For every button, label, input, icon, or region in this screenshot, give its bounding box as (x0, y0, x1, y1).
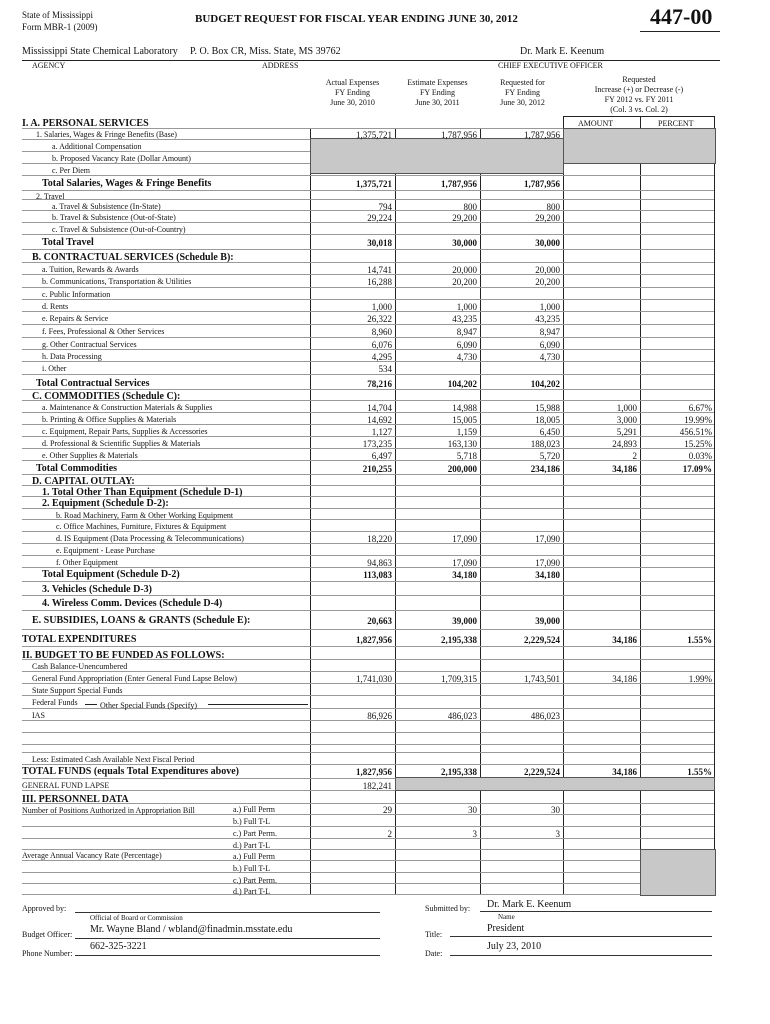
name-caption: Name (498, 913, 515, 921)
row-label-tout: b. Travel & Subsistence (Out-of-State) (52, 213, 176, 222)
row-label-trav: 2. Travel (36, 192, 65, 201)
cell-rent-col1: 1,000 (371, 302, 392, 312)
cell-tui-col1: 14,741 (367, 265, 392, 275)
cell-sub-col2: 39,000 (452, 616, 477, 626)
cell-ocs-col2: 6,090 (456, 340, 477, 350)
submitted-by-label: Submitted by: (425, 904, 471, 913)
cell-ttrav-col3: 30,000 (535, 238, 560, 248)
cell-oeq-col3: 17,090 (535, 558, 560, 568)
row-label-oth: i. Other (42, 364, 67, 373)
row-label-road: b. Road Machinery, Farm & Other Working Equipment (56, 511, 234, 520)
personnel-part-perm-col1: 2 (387, 829, 392, 839)
cell-ias-col1: 86,926 (367, 711, 392, 721)
phone-label: Phone Number: (22, 949, 73, 958)
cell-is-col2: 17,090 (452, 534, 477, 544)
shaded-block-lapse (395, 777, 715, 791)
row-label-cs: B. CONTRACTUAL SERVICES (Schedule B): (32, 252, 234, 263)
cell-tout-col3: 29,200 (535, 213, 560, 223)
personnel-full-perm-col1: 29 (383, 805, 392, 815)
row-label-texp: TOTAL EXPENDITURES (22, 634, 137, 645)
grid-row-line (22, 732, 714, 733)
cell-osup-col1: 6,497 (371, 451, 392, 461)
row-label-sal: 1. Salaries, Wages & Fringe Benefits (Base) (36, 130, 177, 139)
row-label-ssf: State Support Special Funds (32, 686, 123, 695)
cell-print-col2: 15,005 (452, 415, 477, 425)
grid-header-line (563, 116, 714, 117)
row-label-cash: Cash Balance-Unencumbered (32, 662, 128, 671)
row-label-tfund: TOTAL FUNDS (equals Total Expenditures above) (22, 766, 239, 777)
cell-fee-col1: 8,960 (371, 327, 392, 337)
cell-ocs-col3: 6,090 (539, 340, 560, 350)
cell-print-col4: 3,000 (616, 415, 637, 425)
personnel-full-perm-col2: 30 (468, 805, 477, 815)
cell-lapse-col1: 182,241 (362, 781, 392, 791)
cell-ias-col2: 486,023 (447, 711, 477, 721)
row-label-teq: Total Equipment (Schedule D-2) (42, 569, 180, 580)
cell-prof-col2: 163,130 (447, 439, 477, 449)
cell-com-col1: 16,288 (367, 277, 392, 287)
cell-com-col2: 20,200 (452, 277, 477, 287)
cell-tsal-col2: 1,787,956 (441, 179, 477, 189)
cell-oeq-col1: 94,863 (367, 558, 392, 568)
row-label-is: d. IS Equipment (Data Processing & Telecommunications) (56, 534, 244, 543)
row-label-gen: General Fund Appropriation (Enter General Fund Lapse Below) (32, 674, 238, 683)
cell-tcs-col2: 104,202 (447, 379, 477, 389)
grid-row-line (22, 826, 714, 827)
state-label: State of Mississippi (22, 10, 94, 20)
cell-tin-col2: 800 (463, 202, 477, 212)
cell-tsal-col1: 1,375,721 (356, 179, 392, 189)
row-label-prof: d. Professional & Scientific Supplies & Materials (42, 439, 201, 448)
row-label-fund: II. BUDGET TO BE FUNDED AS FOLLOWS: (22, 650, 225, 661)
row-label-cm: C. COMMODITIES (Schedule C): (32, 391, 181, 402)
grid-row-line (22, 894, 714, 895)
cell-tout-col2: 29,200 (452, 213, 477, 223)
col4-header: Requested Increase (+) or Decrease (-) FY 2012 vs. FY 2011 (Col. 3 vs. Col. 2) (594, 75, 684, 114)
cell-gen-col1: 1,741,030 (356, 674, 392, 684)
col2-header: Estimate Expenses FY Ending June 30, 2011 (407, 78, 468, 107)
cell-tin-col1: 794 (378, 202, 392, 212)
cell-tcs-col3: 104,202 (530, 379, 560, 389)
amount-header: AMOUNT (578, 119, 614, 128)
row-label-tsal: Total Salaries, Wages & Fringe Benefits (42, 178, 212, 189)
cell-teq-col3: 34,180 (535, 570, 560, 580)
cell-is-col3: 17,090 (535, 534, 560, 544)
other-special-funds-label: Other Special Funds (Specify) (100, 701, 198, 710)
row-label-tcm: Total Commodities (36, 463, 118, 474)
row-label-rep: e. Repairs & Service (42, 314, 109, 323)
chief-executive-officer: Dr. Mark E. Keenum (520, 46, 605, 57)
cell-dp-col1: 4,295 (371, 352, 392, 362)
cell-tui-col2: 20,000 (452, 265, 477, 275)
page-title: BUDGET REQUEST FOR FISCAL YEAR ENDING JUNE 30, 2012 (195, 13, 518, 25)
cell-equip-col2: 1,159 (456, 427, 477, 437)
cell-tin-col3: 800 (546, 202, 560, 212)
cell-print-col3: 18,005 (535, 415, 560, 425)
cell-gen-col3: 1,743,501 (524, 674, 560, 684)
row-label-co1: 1. Total Other Than Equipment (Schedule D-1) (42, 487, 243, 498)
grid-row-line (22, 199, 714, 200)
row-label-sub: E. SUBSIDIES, LOANS & GRANTS (Schedule E): (32, 615, 251, 626)
cell-texp-col5: 1.55% (687, 635, 712, 645)
agency-caption: AGENCY (32, 61, 66, 70)
cell-rent-col2: 1,000 (456, 302, 477, 312)
row-label-com: b. Communications, Transportation & Utilities (42, 277, 192, 286)
cell-tsal-col3: 1,787,956 (524, 179, 560, 189)
grid-row-line (22, 175, 714, 176)
row-label-off: c. Office Machines, Furniture, Fixtures & Equipment (56, 522, 227, 531)
cell-sub-col1: 20,663 (367, 616, 392, 626)
cell-com-col3: 20,200 (535, 277, 560, 287)
grid-row-line (22, 249, 714, 250)
form-label: Form MBR-1 (2009) (22, 22, 98, 32)
grid-row-line (22, 872, 714, 873)
percent-header: PERCENT (658, 119, 694, 128)
cell-prof-col1: 173,235 (362, 439, 392, 449)
personnel-sub-label: a.) Full Perm (233, 805, 275, 814)
address-caption: ADDRESS (262, 61, 299, 70)
row-label-print: b. Printing & Office Supplies & Materials (42, 415, 177, 424)
cell-teq-col2: 34,180 (452, 570, 477, 580)
grid-row-line (22, 883, 714, 884)
row-label-tctry: c. Travel & Subsistence (Out-of-Country) (52, 225, 186, 234)
cell-osup-col2: 5,718 (456, 451, 477, 461)
cell-gen-col2: 1,709,315 (441, 674, 477, 684)
cell-rep-col1: 26,322 (367, 314, 392, 324)
cell-print-col1: 14,692 (367, 415, 392, 425)
cell-tfund-col2: 2,195,338 (441, 767, 477, 777)
officer-caption: CHIEF EXECUTIVE OFFICER (498, 61, 603, 70)
row-label-tin: a. Travel & Subsistence (In-State) (52, 202, 161, 211)
row-label-ps: I. A. PERSONAL SERVICES (22, 118, 149, 129)
date-value: July 23, 2010 (487, 941, 542, 952)
phone-value: 662-325-3221 (90, 941, 147, 952)
row-label-perd: c. Per Diem (52, 166, 90, 175)
grid-row-line (22, 190, 714, 191)
cell-fee-col2: 8,947 (456, 327, 477, 337)
title-value: President (487, 923, 525, 934)
cell-texp-col4: 34,186 (612, 635, 637, 645)
grid-row-line (22, 610, 714, 611)
cell-gen-col5: 1.99% (688, 674, 712, 684)
approved-by-label: Approved by: (22, 904, 67, 913)
personnel-sub-label: d.) Part T-L (233, 841, 271, 850)
row-label-co: D. CAPITAL OUTLAY: (32, 476, 135, 487)
row-label-tcs: Total Contractual Services (36, 378, 150, 389)
row-label-osup: e. Other Supplies & Materials (42, 451, 138, 460)
row-label-fee: f. Fees, Professional & Other Services (42, 327, 165, 336)
row-label-addc: a. Additional Compensation (52, 142, 142, 151)
cell-sub-col3: 39,000 (535, 616, 560, 626)
row-label-pd: III. PERSONNEL DATA (22, 794, 129, 805)
cell-tcm-col5: 17.09% (682, 464, 712, 474)
grid-row-line (22, 646, 714, 647)
cell-tui-col3: 20,000 (535, 265, 560, 275)
cell-dp-col2: 4,730 (456, 352, 477, 362)
cell-tcm-col4: 34,186 (612, 464, 637, 474)
cell-is-col1: 18,220 (367, 534, 392, 544)
cell-rep-col3: 43,235 (535, 314, 560, 324)
row-label-vac: b. Proposed Vacancy Rate (Dollar Amount) (52, 154, 191, 163)
cell-equip-col3: 6,450 (539, 427, 560, 437)
row-label-maint: a. Maintenance & Construction Materials & Supplies (42, 403, 213, 412)
cell-teq-col1: 113,083 (363, 570, 392, 580)
row-label-tui: a. Tuition, Rewards & Awards (42, 265, 139, 274)
grid-row-line (22, 744, 714, 745)
cell-ias-col3: 486,023 (530, 711, 560, 721)
row-label-avr: Average Annual Vacancy Rate (Percentage) (22, 851, 162, 860)
personnel-sub-label: b.) Full T-L (233, 864, 271, 873)
cell-maint-col3: 15,988 (535, 403, 560, 413)
grid-row-line (22, 752, 714, 753)
cell-sal-col3: 1,787,956 (524, 130, 560, 140)
personnel-sub-label: a.) Full Perm (233, 852, 275, 861)
shaded-block-vacancy (640, 849, 716, 896)
row-label-pub: c. Public Information (42, 290, 111, 299)
cell-osup-col5: 0.03% (688, 451, 712, 461)
cell-equip-col4: 5,291 (616, 427, 637, 437)
cell-rep-col2: 43,235 (452, 314, 477, 324)
title-label: Title: (425, 930, 443, 939)
row-label-ias: IAS (32, 711, 45, 720)
personnel-sub-label: d.) Part T-L (233, 887, 271, 896)
row-label-fed: Federal Funds (32, 698, 78, 707)
col1-header: Actual Expenses FY Ending June 30, 2010 (325, 78, 380, 107)
cell-tfund-col5: 1.55% (687, 767, 712, 777)
cell-prof-col3: 188,023 (530, 439, 560, 449)
cell-prof-col4: 24,893 (612, 439, 637, 449)
row-label-co2: 2. Equipment (Schedule D-2): (42, 498, 169, 509)
personnel-part-perm-col3: 3 (555, 829, 560, 839)
shaded-block-col4 (563, 128, 716, 164)
cell-fee-col3: 8,947 (539, 327, 560, 337)
personnel-part-perm-col2: 3 (472, 829, 477, 839)
cell-maint-col4: 1,000 (616, 403, 637, 413)
cell-tout-col1: 29,224 (367, 213, 392, 223)
cell-prof-col5: 15.25% (684, 439, 712, 449)
row-label-dp: h. Data Processing (42, 352, 102, 361)
cell-equip-col5: 456.51% (679, 427, 712, 437)
cell-equip-col1: 1,127 (371, 427, 392, 437)
board-caption: Official of Board or Commission (90, 914, 183, 922)
grid-row-line (22, 581, 714, 582)
row-label-less: Less: Estimated Cash Available Next Fiscal Period (32, 755, 195, 764)
row-label-equip: c. Equipment, Repair Parts, Supplies & Accessories (42, 427, 208, 436)
form-code: 447-00 (650, 4, 713, 29)
grid-row-line (22, 595, 714, 596)
personnel-sub-label: c.) Part Perm. (233, 829, 277, 838)
cell-rent-col3: 1,000 (539, 302, 560, 312)
row-label-ttrav: Total Travel (42, 237, 94, 248)
cell-ttrav-col1: 30,018 (367, 238, 392, 248)
agency-name: Mississippi State Chemical Laboratory (22, 46, 178, 57)
cell-tfund-col4: 34,186 (612, 767, 637, 777)
cell-maint-col1: 14,704 (367, 403, 392, 413)
budget-officer-value: Mr. Wayne Bland / wbland@finadmin.msstate.edu (90, 924, 293, 935)
cell-maint-col2: 14,988 (452, 403, 477, 413)
cell-print-col5: 19.99% (684, 415, 712, 425)
cell-oeq-col2: 17,090 (452, 558, 477, 568)
agency-address: P. O. Box CR, Miss. State, MS 39762 (190, 46, 341, 57)
cell-texp-col3: 2,229,524 (524, 635, 560, 645)
cell-ocs-col1: 6,076 (371, 340, 392, 350)
row-label-lapse: GENERAL FUND LAPSE (22, 781, 110, 790)
cell-gen-col4: 34,186 (612, 674, 637, 684)
row-label-ocs: g. Other Contractual Services (42, 340, 137, 349)
cell-tfund-col1: 1,827,956 (356, 767, 392, 777)
row-label-rent: d. Rents (42, 302, 69, 311)
cell-osup-col3: 5,720 (539, 451, 560, 461)
cell-maint-col5: 6.67% (688, 403, 712, 413)
budget-officer-label: Budget Officer: (22, 930, 73, 939)
cell-sal-col1: 1,375,721 (356, 130, 392, 140)
cell-ttrav-col2: 30,000 (452, 238, 477, 248)
personnel-full-perm-col3: 30 (551, 805, 560, 815)
col3-header: Requested for FY Ending June 30, 2012 (500, 78, 545, 107)
date-label: Date: (425, 949, 443, 958)
cell-tcm-col1: 210,255 (362, 464, 392, 474)
row-label-wir: 4. Wireless Comm. Devices (Schedule D-4) (42, 598, 223, 609)
personnel-sub-label: b.) Full T-L (233, 817, 271, 826)
personnel-sub-label: c.) Part Perm. (233, 876, 277, 885)
row-label-veh: 3. Vehicles (Schedule D-3) (42, 584, 152, 595)
cell-texp-col2: 2,195,338 (441, 635, 477, 645)
cell-tcm-col3: 234,186 (530, 464, 560, 474)
grid-row-line (22, 299, 714, 300)
row-label-npos: Number of Positions Authorized in Appropriation Bill (22, 806, 195, 815)
cell-osup-col4: 2 (632, 451, 637, 461)
cell-dp-col3: 4,730 (539, 352, 560, 362)
shaded-block-personal (310, 138, 564, 174)
row-label-oeq: f. Other Equipment (56, 558, 118, 567)
cell-texp-col1: 1,827,956 (356, 635, 392, 645)
cell-sal-col2: 1,787,956 (441, 130, 477, 140)
cell-tfund-col3: 2,229,524 (524, 767, 560, 777)
row-label-lease: e. Equipment - Lease Purchase (56, 546, 155, 555)
cell-oth-col1: 534 (378, 364, 392, 374)
cell-tcs-col1: 78,216 (367, 379, 392, 389)
submitted-by-value: Dr. Mark E. Keenum (487, 899, 572, 910)
grid-column-line (310, 128, 311, 894)
cell-tcm-col2: 200,000 (447, 464, 477, 474)
grid-row-line (22, 695, 714, 696)
grid-row-line (22, 629, 714, 630)
